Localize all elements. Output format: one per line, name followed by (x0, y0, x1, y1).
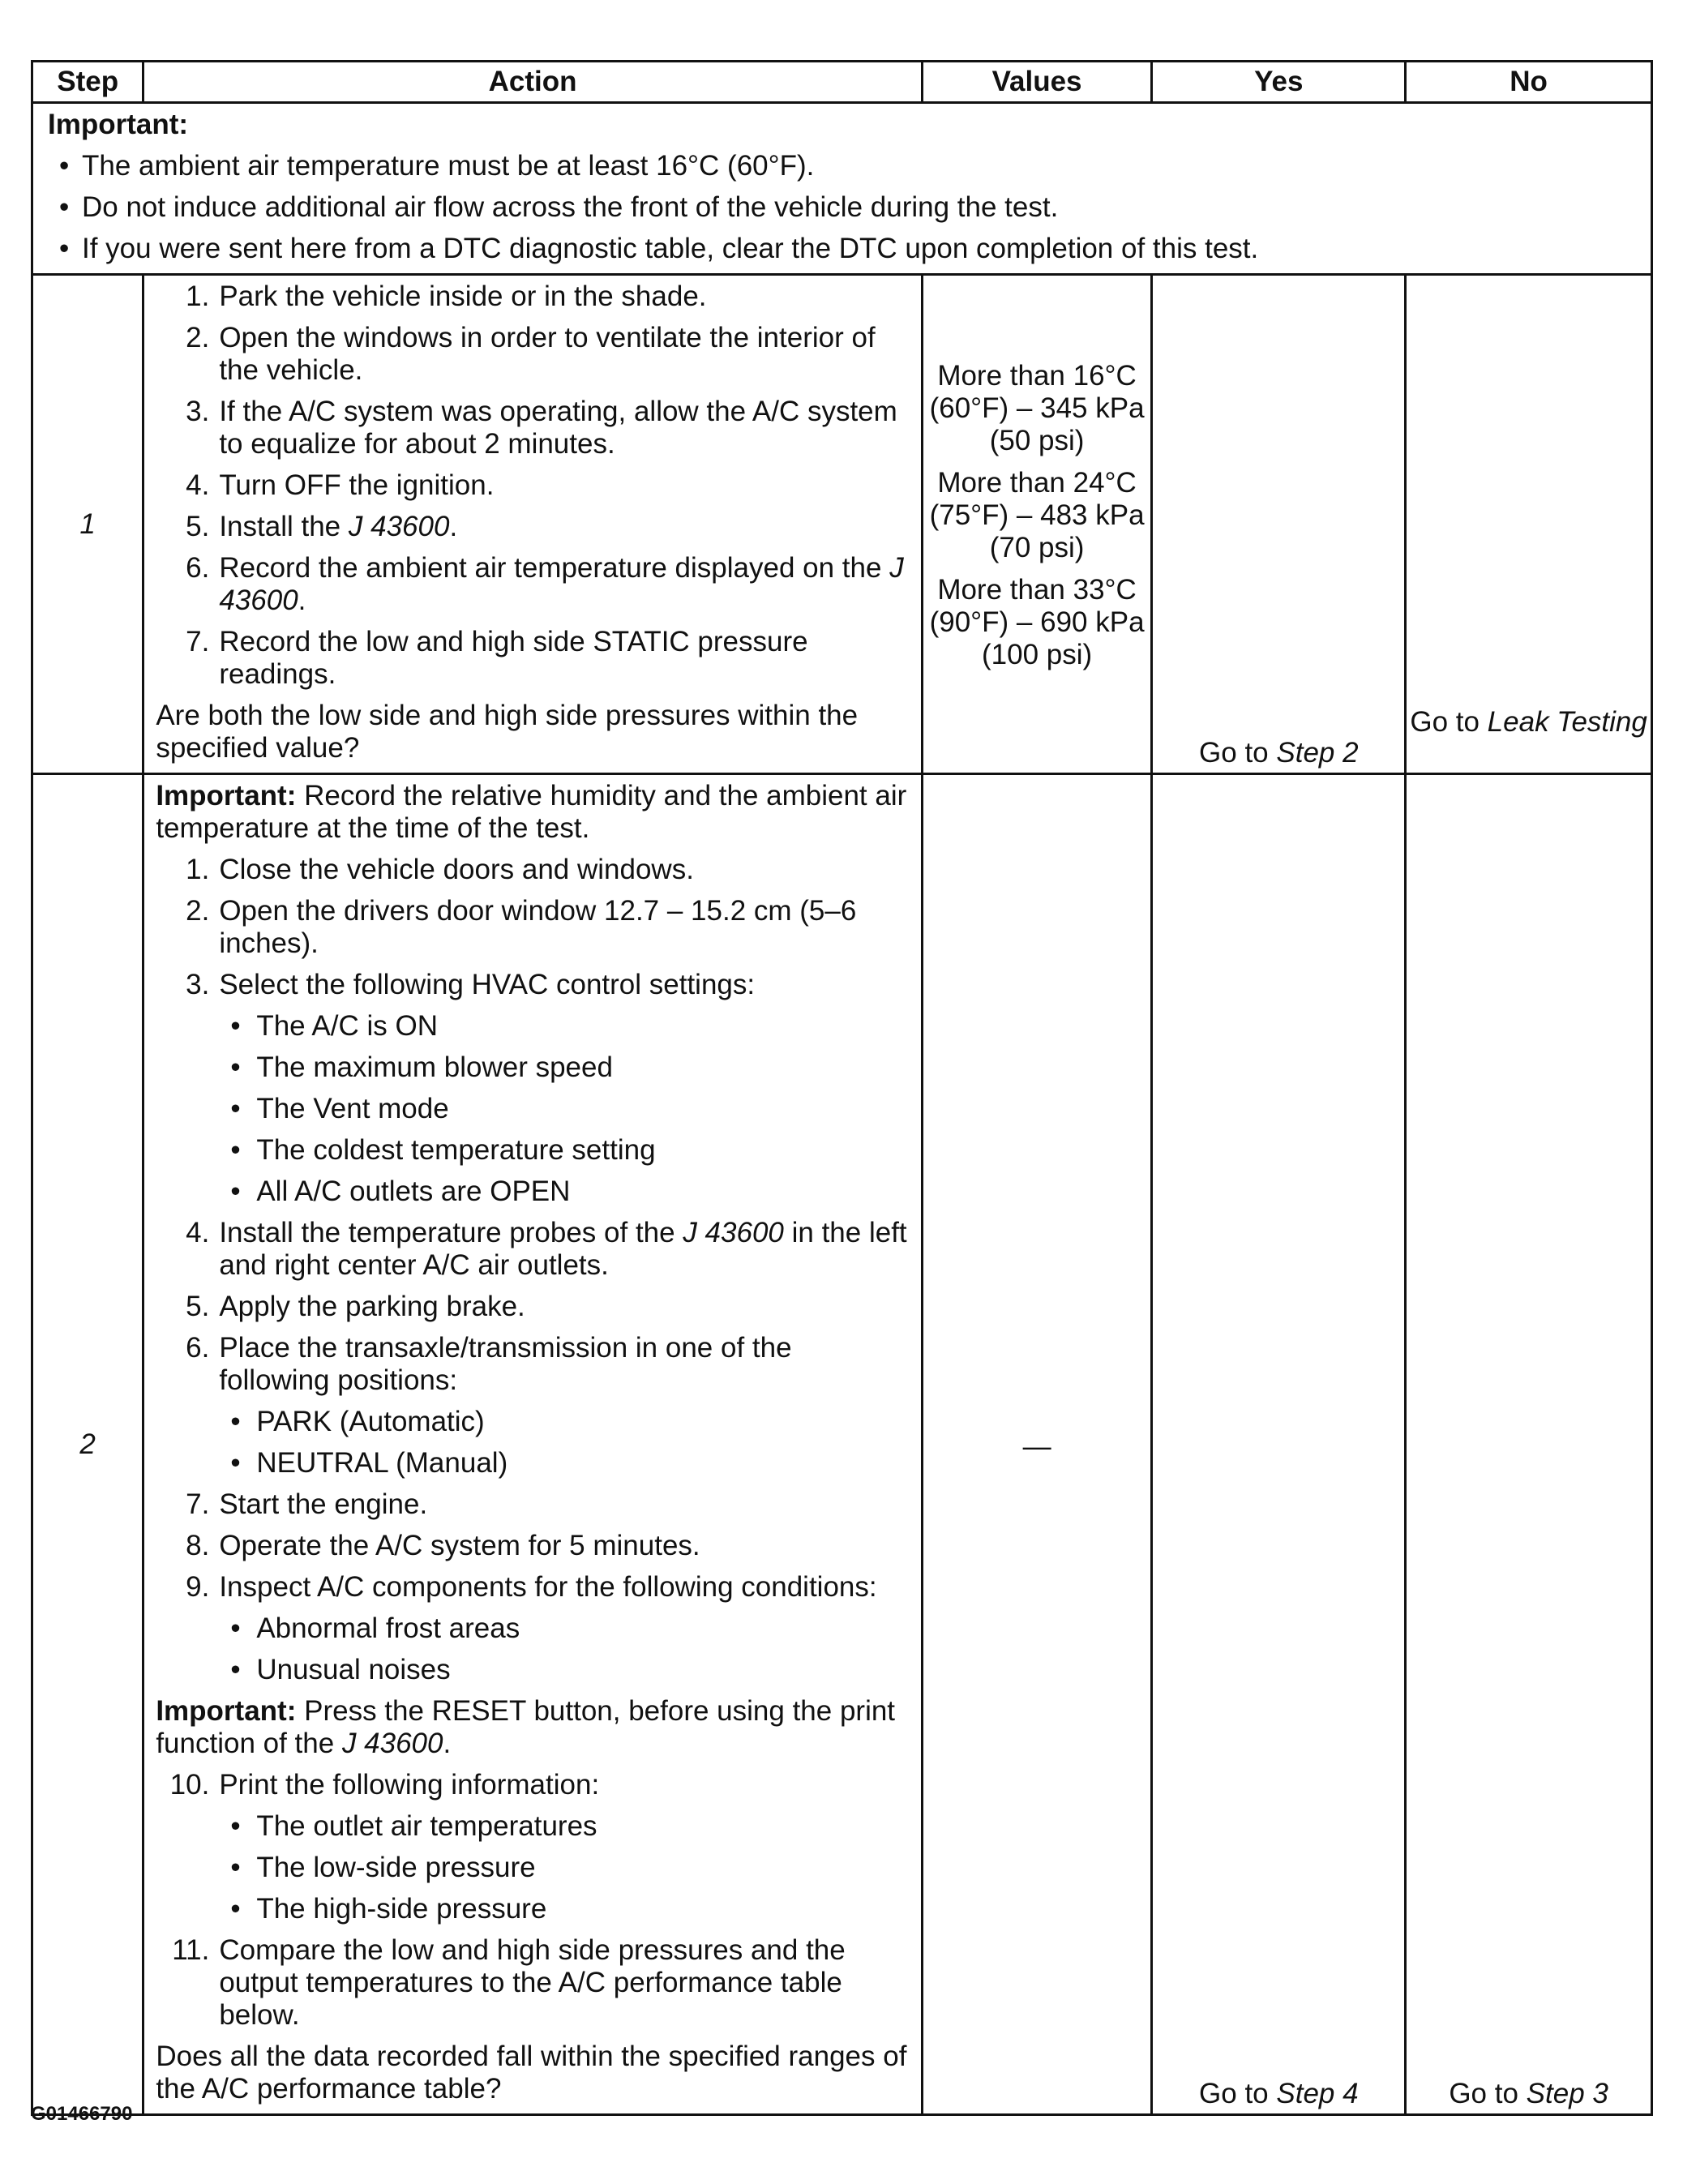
action-list (156, 854, 909, 1686)
important-heading: Important: (48, 109, 189, 140)
item-text: Record the low and high side STATIC pressure readings. (219, 626, 808, 690)
step-question: Are both the low side and high side pressures within the specified value? (156, 700, 859, 764)
important-label: Important: (156, 780, 297, 812)
action-item: 3. Select the following HVAC control settings: • The A/C is ON • The maximum blower speed • The Vent mode • The coldest temperature setting • All A/C outlets are OPEN (156, 969, 909, 1208)
action-item: 9. Inspect A/C components for the following conditions: • Abnormal frost areas • Unusual noises (156, 1571, 909, 1686)
value-range: More than 24°C (75°F) – 483 kPa (70 psi) (929, 467, 1145, 563)
action-item: 7. Start the engine. (186, 1488, 428, 1520)
important-list (48, 150, 1639, 265)
item-text: If the A/C system was operating, allow the A/C system to equalize for about 2 minutes. (219, 396, 897, 460)
step-action (143, 275, 922, 774)
item-number: 6. (186, 552, 210, 584)
important-text-end: . (443, 1728, 452, 1759)
diagnostic-table (31, 60, 1653, 2116)
sub-item: • The maximum blower speed (219, 1051, 909, 1084)
important-label: Important: (156, 1695, 297, 1727)
item-text-end: in the left and right center A/C air outlets. (219, 1217, 907, 1281)
sub-item: • Abnormal frost areas (219, 1612, 909, 1645)
item-text: Open the drivers door window 12.7 – 15.2 cm (5–6 inches). (219, 895, 857, 959)
sub-item: • Unusual noises (219, 1654, 909, 1686)
important-text: Record the relative humidity and the ambient air temperature at the time of the test. (156, 780, 907, 844)
no-outcome (1406, 275, 1652, 774)
item-number: 4. (186, 469, 210, 501)
action-item (156, 626, 909, 691)
no-prefix: Go to (1449, 2078, 1527, 2109)
action-item: 10. Print the following information: • The outlet air temperatures • The low-side pressure • The high-side pressure (156, 1769, 909, 1925)
item-number: 7. (186, 626, 210, 657)
item-text: Close the vehicle doors and windows. (219, 854, 694, 885)
yes-prefix: Go to (1199, 737, 1277, 769)
action-item (156, 396, 909, 460)
important-note (156, 1695, 909, 1760)
tool-reference: J 43600 (341, 1728, 443, 1759)
values-block (928, 360, 1146, 671)
item-text: Select the following HVAC control settings: (219, 969, 756, 1000)
tool-reference: J 43600 (348, 511, 450, 542)
item-text: Record the ambient air temperature displayed on the (219, 552, 890, 584)
sub-list (219, 1010, 909, 1208)
important-text: Press the RESET button, before using the print function of the (156, 1695, 896, 1759)
step-row-1 (32, 275, 1652, 774)
sub-item: • The coldest temperature setting (219, 1134, 909, 1167)
item-number: 1. (186, 280, 210, 312)
item-text: Park the vehicle inside or in the shade. (219, 280, 707, 312)
sub-item: • The Vent mode (219, 1093, 909, 1125)
action-list-continued (156, 1769, 909, 2032)
no-link[interactable]: Step 3 (1526, 2078, 1608, 2109)
item-number: 3. (186, 396, 210, 427)
important-note (156, 780, 909, 845)
yes-outcome (1152, 275, 1406, 774)
diagnostic-sheet (31, 60, 1653, 2116)
action-item: 6. Place the transaxle/transmission in one of the following positions: • PARK (Automatic) • NEUTRAL (Manual) (156, 1332, 909, 1480)
action-item: 2. Open the drivers door window 12.7 – 15.2 cm (5–6 inches). (186, 895, 857, 959)
action-item (156, 552, 909, 617)
action-item (156, 322, 909, 387)
yes-link[interactable]: Step 2 (1276, 737, 1359, 769)
header-step: Step (32, 62, 143, 103)
action-item (156, 511, 909, 543)
header-no: No (1406, 62, 1652, 103)
no-link[interactable]: Leak Testing (1487, 706, 1647, 738)
yes-prefix: Go to (1199, 2078, 1277, 2109)
no-outcome (1406, 774, 1652, 2115)
header-row (32, 62, 1652, 103)
yes-link[interactable]: Step 4 (1276, 2078, 1359, 2109)
step-number: 1 (32, 275, 143, 774)
value-range: More than 16°C (60°F) – 345 kPa (50 psi) (929, 360, 1145, 456)
sub-item: • The A/C is ON (219, 1010, 909, 1043)
item-text-end: . (298, 585, 306, 616)
step-question: Does all the data recorded fall within the specified ranges of the A/C performance table? (156, 2041, 907, 2105)
header-yes: Yes (1152, 62, 1406, 103)
value-range: More than 33°C (90°F) – 690 kPa (100 psi) (929, 574, 1145, 670)
sub-list (219, 1810, 909, 1925)
step-action (143, 774, 922, 2115)
sub-item: • The outlet air temperatures (219, 1810, 909, 1843)
item-text: Open the windows in order to ventilate the interior of the vehicle. (219, 322, 876, 386)
item-text: Start the engine. (219, 1488, 428, 1520)
sub-list (219, 1612, 909, 1686)
item-text: Install the temperature probes of the (219, 1217, 683, 1248)
action-item: 4. Install the temperature probes of the J 43600 in the left and right center A/C air outlets. (186, 1217, 907, 1281)
step-row-2 (32, 774, 1652, 2115)
action-list (156, 280, 909, 691)
action-item: 8. Operate the A/C system for 5 minutes. (186, 1530, 700, 1561)
sub-item: • All A/C outlets are OPEN (219, 1176, 909, 1208)
item-number: 5. (186, 511, 210, 542)
important-row (32, 103, 1652, 275)
figure-code: G01466790 (31, 2103, 133, 2125)
sub-item: • The low-side pressure (219, 1852, 909, 1884)
item-text: Compare the low and high side pressures and the output temperatures to the A/C performance table below. (219, 1934, 846, 2031)
yes-outcome (1152, 774, 1406, 2115)
step-values: — (922, 774, 1152, 2115)
sub-item: • NEUTRAL (Manual) (219, 1447, 909, 1480)
sub-item: • PARK (Automatic) (219, 1406, 909, 1438)
tool-reference: J 43600 (219, 552, 904, 616)
item-text: Print the following information: (219, 1769, 600, 1801)
tool-reference: J 43600 (683, 1217, 784, 1248)
important-item: • If you were sent here from a DTC diagnostic table, clear the DTC upon completion of this test. (59, 233, 1639, 265)
action-item (156, 280, 909, 313)
sub-list (219, 1406, 909, 1480)
header-action: Action (143, 62, 922, 103)
item-text: Operate the A/C system for 5 minutes. (219, 1530, 700, 1561)
item-text: Turn OFF the ignition. (219, 469, 495, 501)
action-item: 11. Compare the low and high side pressures and the output temperatures to the A/C performance table below. (172, 1934, 846, 2031)
sub-item: • The high-side pressure (219, 1893, 909, 1925)
item-text: Place the transaxle/transmission in one of the following positions: (219, 1332, 792, 1396)
item-text: Inspect A/C components for the following conditions: (219, 1571, 877, 1603)
important-notice (32, 103, 1652, 275)
important-item: • The ambient air temperature must be at least 16°C (60°F). (59, 150, 1639, 182)
action-item: 5. Apply the parking brake. (186, 1291, 525, 1322)
no-prefix: Go to (1410, 706, 1488, 738)
step-values (922, 275, 1152, 774)
item-text: Apply the parking brake. (219, 1291, 525, 1322)
action-item (156, 469, 909, 502)
action-item: 1. Close the vehicle doors and windows. (186, 854, 694, 885)
item-text: Install the (219, 511, 349, 542)
step-number: 2 (32, 774, 143, 2115)
header-values: Values (922, 62, 1152, 103)
item-number: 2. (186, 322, 210, 353)
important-item: • Do not induce additional air flow across the front of the vehicle during the test. (59, 191, 1639, 224)
item-text-end: . (449, 511, 458, 542)
